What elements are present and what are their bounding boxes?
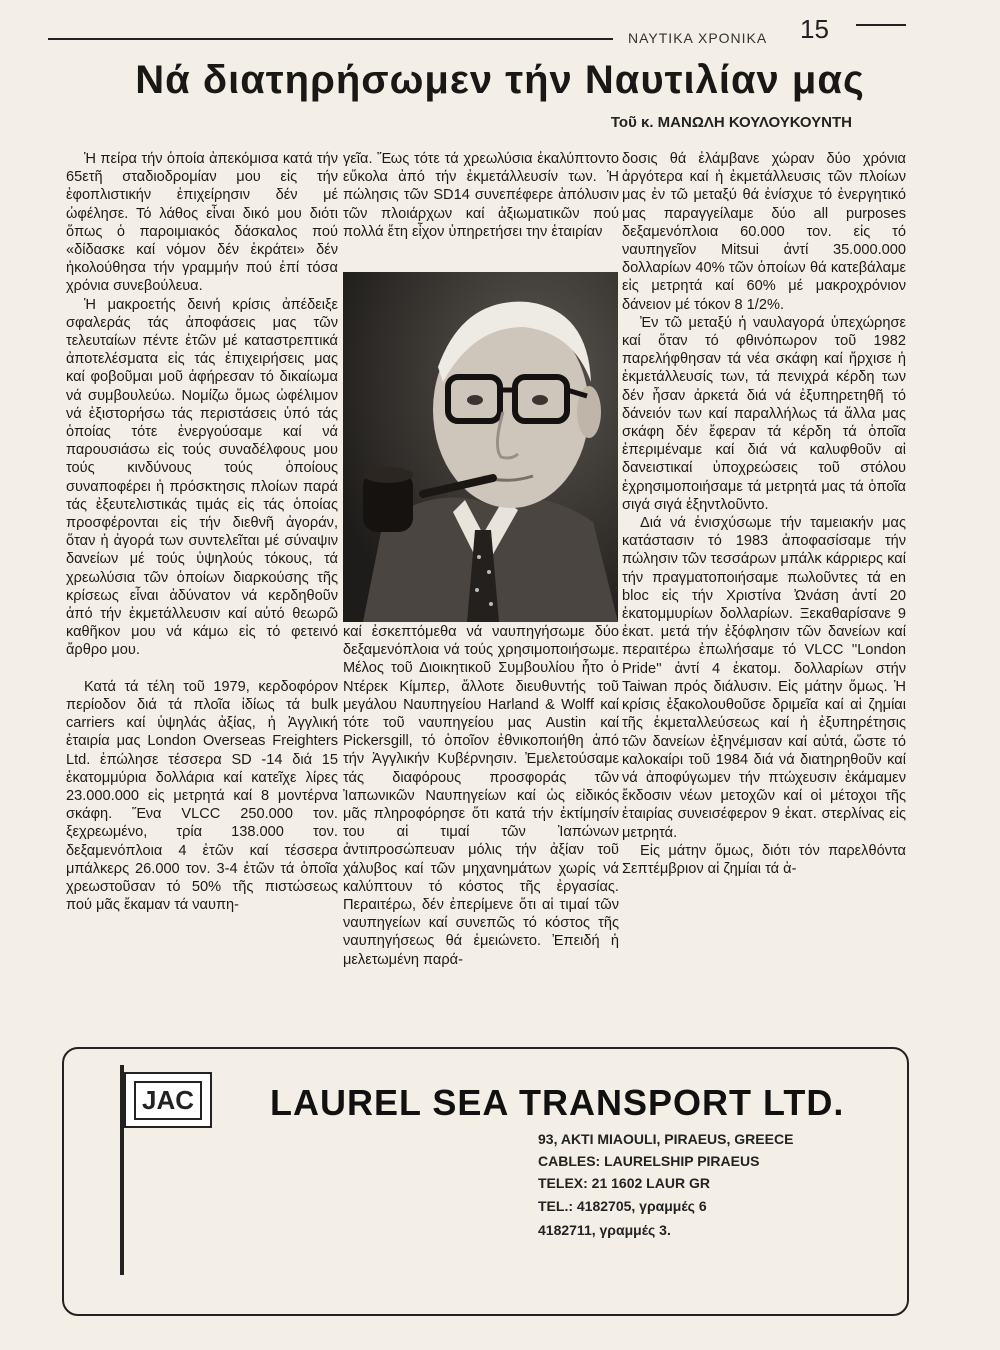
article-title: Νά διατηρήσωμεν τήν Ναυτιλίαν μας — [135, 58, 865, 102]
paragraph: Εἰς μάτην ὅμως, διότι τόν παρελθόντα Σεπτέμβριον αἱ ζημίαι τά ἀ- — [622, 842, 906, 877]
ad-cables: CABLES: LAURELSHIP PIRAEUS — [538, 1153, 760, 1169]
ad-telephone-2: 4182711, γραμμές 3. — [538, 1222, 671, 1238]
paragraph: Ἐν τῶ μεταξύ ἡ ναυλαγορά ὑπεχώρησε καί ὅταν τό φθινόπωρον τοῦ 1982 παρελήφθησαν τά νέα σκάφη καί ἤρχισε ἡ ἐκμετάλλευσίς των, τά πενιχρά κέρδη των δέν ἦσαν ἀρκετά διά νά ἐξυπηρετηθῆ τό δάνειόν των καί παραλλήλως τά ἄλλα μας σκάφη δέν ἔφεραν τά κέρδη τά ὁποῖα ἐπεριμέναμε καί διά νά καλυφθοῦν αἱ δανειστικαί ὑποχρεώσεις τοῦ στόλου ἐχρησιμοποιήσαμε τά μετρητά μας τά ὁποῖα σιγά σιγά ἐξηντλοῦντο. — [622, 314, 906, 513]
flag-logo-text: JAC — [134, 1081, 202, 1120]
paragraph: καί ἐσκεπτόμεθα νά ναυπηγήσωμε δύο δεξαμενόπλοια νά τούς χρησιμοποιήσωμε. Μέλος τοῦ Διοικητικοῦ Συμβουλίου ἦτο ὁ Ντέρεκ Κίμπερ, ἄλλοτε διευθυντής τοῦ μεγάλου Ναυπηγείου Harland & Wolff καί τότε τοῦ ναυπηγείου μας Austin καί Pickersgill, τό ὁποῖον ἐθνικοποιήθη ἀπό τήν Ἀγγλικήν Κυβέρνησιν. Ἐμελετούσαμε τάς διαφόρους προσφοράς τῶν Ἰαπωνικῶν Ναυπηγείων καί ὡς εἰδικός μᾶς πληροφόρησε ὅτι κατά τήν ἐκτίμησίν του αἱ τιμαί τῶν Ἰαπώνων ἀντιπροσώπευαν μόλις τήν ἀξίαν τοῦ χάλυβος καί τῶν μηχανημάτων χωρίς νά καλύπτουν τό κόστος τῆς ἐργασίας. Περαιτέρω, δέν ἐπερίμενε ὅτι αἱ τιμαί τῶν ναυπηγείων καί συνεπῶς τό κόστος τῆς ναυπηγήσεως θά ἐμειώνετο. Ἐπειδή ἡ μελετωμένη παρά- — [343, 624, 619, 968]
page-number: 15 — [800, 14, 829, 44]
paragraph: δοσις θά ἐλάμβανε χώραν δύο χρόνια ἀργότερα καί ἡ ἐκμετάλλευσις τῶν πλοίων μας ἐν τῶ μεταξύ θά ἐνίσχυε τό ἐνεργητικό μας παραγγείλαμε δύο all purposes δεξαμενόπλοια 60.000 τον. εἰς τό ναυπηγεῖον Mitsui ἀντί 35.000.000 δολλαρίων 40% τῶν ὁποίων θά κατεβάλαμε εἰς μετρητά καί 60% μέ μακροχρόνιον δάνειον μέ τόκον 8 1/2%. — [622, 151, 906, 313]
author-portrait-photo — [343, 272, 618, 622]
magazine-name: ΝΑΥΤΙΚΑ ΧΡΟΝΙΚΑ — [628, 30, 768, 46]
text-column-2-top — [343, 150, 619, 241]
paragraph: Ἡ πείρα τήν ὁποία ἀπεκόμισα κατά τήν 65ετῆ σταδιοδρομίαν μου εἰς τήν ἐφοπλιστικήν ἐπιχείρησιν δέν μέ ὠφέλησε. Τό λάθος εἶναι δικό μου διότι ὅπως ὁ παροιμιακός δάσκαλος πού «δίδασκε καί νόμον δέν ἐκράτει» δέν ἠκολούθησα τήν γραμμήν πού ἐπί τόσα χρόνια συνεβούλευα. — [66, 151, 338, 295]
company-flag-logo — [124, 1072, 212, 1128]
paragraph: γεῖα. Ἕως τότε τά χρεωλύσια ἐκαλύπτοντο εὔκολα ἀπό τήν ἐκμετάλλευσίν των. Ἡ πώλησις τῶν SD14 συνεπέφερε ἀπόλυσιν τῶν πλοιάρχων καί ἀξιωματικῶν πού πολλά ἔτη εἶχον ὑπηρετήσει την ἑταιρίαν — [343, 151, 619, 240]
text-column-1 — [66, 150, 338, 914]
ad-company-name: LAUREL SEA TRANSPORT LTD. — [270, 1082, 845, 1123]
header-rule — [48, 38, 613, 40]
ad-address: 93, AKTI MIAOULI, PIRAEUS, GREECE — [538, 1131, 794, 1147]
paragraph: Ἡ μακροετής δεινή κρίσις ἀπέδειξε σφαλεράς τάς ἀποφάσεις μας τῶν τελευταίων πέντε ἐτῶν μέ καταστρεπτικά ἀποτελέσματα εἰς τάς ἐπιχειρήσεις μας καί φοβοῦμαι μοῦ ἀφήρεσαν τό δικαίωμα νά συμβουλεύω. Νομίζω ὅμως ὠφέλιμον νά ἐξιστορήσω τάς περιστάσεις ὑπό τάς ὁποίας τότε ἐνεργούσαμε καί νά παρουσιάσω εἰς τούς συναδέλφους μου τούς κινδύνους τούς ὁποίους συναποφέρει ἡ πρόσκτησις πλοίων παρά τάς ἐξευτελιστικάς τιμάς εἰς τάς ὁποίας προσφέρονται εἰς τήν διεθνῆ ἀγοράν, ὅταν ἡ ἀγορά των συντελεῖται μέ σύναψιν δανείων μέ τούς ὑψηλούς τόκους, τά χρεωλύσια τῶν ὁποίων διαρκούσης τῆς κρίσεως εἶναι ἀδύνατον νά κερδηθοῦν ἀπό τήν ἐκμετάλλευσιν καί αὐτό θεωρῶ καθῆκον μου νά κάμω εἰς τό φετεινό ἄρθρο μου. — [66, 296, 338, 659]
text-column-2-bottom — [343, 623, 619, 969]
header-rule-right — [856, 24, 906, 26]
ad-telephone-1: TEL.: 4182705, γραμμές 6 — [538, 1198, 707, 1214]
paragraph: Κατά τά τέλη τοῦ 1979, κερδοφόρον περίοδον διά τά πλοῖα ἰδίως τά bulk carriers καί ὑψηλάς ἀξίας, ἡ Ἀγγλική ἑταιρία μας London Overseas Freighters Ltd. ἐπώλησε τέσσερα SD -14 διά 15 ἑκατομμύρια δολλάρια καί κατεῖχε λίρες 23.000.000 εἰς μετρητά καί 8 μοντέρνα σκάφη. Ἕνα VLCC 250.000 τον. ξεχρεωμένο, τρία 138.000 τον. δεξαμενόπλοια 4 ἐτῶν καί τέσσερα μπάλκερς 26.000 τον. 3-4 ἐτῶν τά ὁποῖα χρεωστοῦσαν τό 50% τῆς πιστώσεως πού μᾶς ἔκαμαν τά ναυπη- — [66, 678, 338, 914]
article-byline: Τοῦ κ. ΜΑΝΩΛΗ ΚΟΥΛΟΥΚΟΥΝΤΗ — [610, 114, 852, 131]
text-column-3 — [622, 150, 906, 878]
paragraph: Διά νά ἐνισχύσωμε τήν ταμειακήν μας κατάστασιν τό 1983 ἀποφασίσαμε τήν πώλησιν τῶν τεσσάρων μπάλκ κάρριερς καί τήν πραγματοποιήσαμε πωλοῦντες τά en bloc εἰς τήν Χριστίνα Ὠνάση ἀντί 20 ἑκατομμυρίων δολλαρίων. Ξεκαθαρίσανε 9 ἑκατ. μετά τήν ἐξόφλησιν τῶν δανείων καί περαιτέρω ἐπωλήσαμε τό VLCC ''London Pride'' ἀντί 4 ἑκατομ. δολλαρίων στήν Taiwan πρός διάλυσιν. Εἰς μάτην ὅμως. Ἡ κρίσις ἐξακολουθοῦσε δριμεῖα καί αἱ ζημίαι τῆς ἐκμεταλλεύσεως καί ἡ ἐξυπηρέτησις τῶν δανείων ἐξηνέμισαν καί αὐτά, ὥστε τό καλοκαίρι τοῦ 1984 διά νά διατηρηθοῦν καί νά ἀποφύγωμεν τήν πτώχευσιν ἐκάμαμεν ἔκδοσιν νέων μετοχῶν καί οἱ μέτοχοι τῆς ἑταιρίας συνεισέφερον 9 ἑκατ. στερλίνας εἰς μετρητά. — [622, 515, 906, 841]
ad-telex: TELEX: 21 1602 LAUR GR — [538, 1175, 710, 1191]
